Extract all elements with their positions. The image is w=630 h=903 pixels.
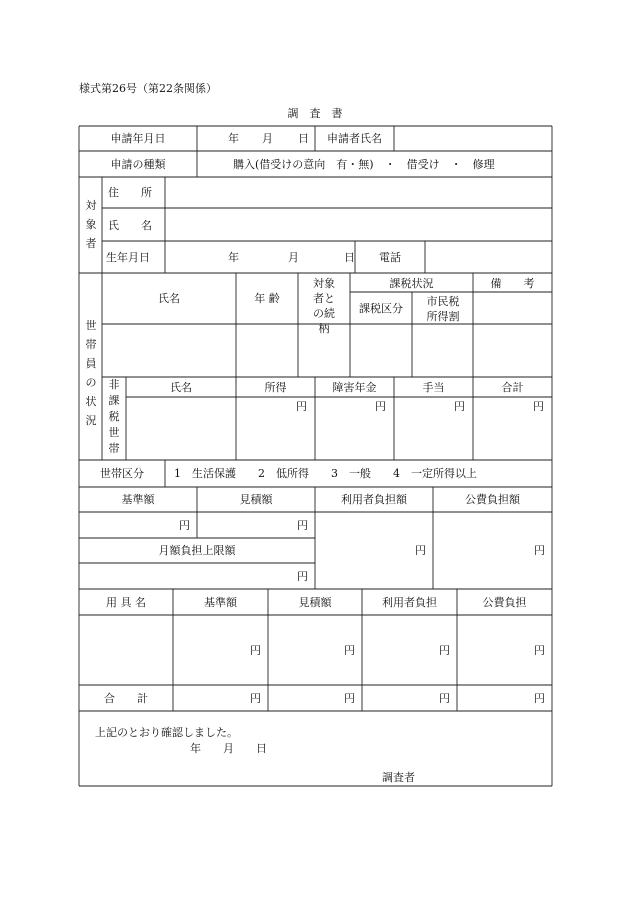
monthly-limit-label: 月額負担上限額 [158, 544, 236, 557]
equipment-total-label: 合 計 [104, 692, 148, 705]
equipment-public-burden-header: 公費負担 [482, 596, 527, 609]
equipment-base-yen: 円 [250, 644, 261, 657]
form-number: 様式第26号（第22条関係） [79, 82, 217, 95]
equipment-estimate-yen: 円 [344, 644, 355, 657]
birth-month-label: 月 [288, 251, 299, 264]
equipment-user-burden-yen: 円 [439, 644, 450, 657]
household-category-options[interactable]: 1 生活保護 2 低所得 3 一般 4 一定所得以上 [174, 467, 477, 480]
age-header: 年 齢 [254, 292, 280, 305]
monthly-limit-yen: 円 [297, 570, 308, 583]
public-burden-header: 公費負担額 [465, 493, 520, 506]
equipment-estimate-header: 見積額 [298, 596, 332, 609]
estimate-amount-yen: 円 [297, 519, 308, 532]
subject-name-label: 氏 名 [108, 219, 152, 232]
income-header: 所得 [264, 381, 287, 394]
address-label: 住 所 [108, 186, 152, 199]
confirmation-date: 年 月 日 [190, 742, 267, 755]
household-category-label: 世帯区分 [100, 467, 144, 480]
application-month-label: 月 [262, 132, 273, 145]
birth-year-label: 年 [228, 251, 239, 264]
household-side-label: 世帯員の状況 [85, 319, 97, 427]
estimate-amount-header: 見積額 [239, 493, 273, 506]
relation-header: 対象者との続柄 [313, 277, 335, 335]
subject-name-field[interactable] [168, 211, 548, 239]
income-yen: 円 [296, 400, 307, 413]
total-yen: 円 [533, 400, 544, 413]
application-type-options[interactable]: 購入(借受けの意向 有・無) ・ 借受け ・ 修理 [233, 158, 495, 171]
equipment-base-header: 基準額 [204, 596, 237, 609]
total-header: 合計 [501, 381, 524, 394]
address-field[interactable] [168, 180, 548, 206]
page-title: 調 査 書 [287, 107, 343, 120]
subject-side-label: 対象者 [85, 199, 97, 250]
total-user-burden-yen: 円 [439, 692, 450, 705]
applicant-name-label: 申請者氏名 [327, 132, 382, 145]
application-type-label: 申請の種類 [110, 158, 166, 171]
total-base-yen: 円 [250, 692, 261, 705]
tax-status-header: 課税状況 [389, 277, 434, 290]
allowance-yen: 円 [454, 400, 465, 413]
application-year-label: 年 [228, 132, 239, 145]
non-taxable-name-header: 氏名 [170, 381, 192, 394]
application-day-label: 日 [298, 132, 309, 145]
phone-field[interactable] [428, 244, 548, 270]
user-burden-header: 利用者負担額 [341, 493, 407, 506]
birth-day-label: 日 [344, 251, 355, 264]
public-burden-yen: 円 [534, 544, 545, 557]
application-date-label: 申請年月日 [110, 132, 166, 145]
investigator-label: 調査者 [382, 771, 415, 784]
equipment-name-header: 用 具 名 [106, 596, 146, 609]
confirmation-text: 上記のとおり確認しました。 [95, 726, 238, 739]
birthdate-label: 生年月日 [106, 251, 150, 264]
city-tax-header: 市民税所得割 [426, 295, 460, 323]
allowance-header: 手当 [422, 381, 445, 394]
household-name-header: 氏名 [158, 292, 180, 305]
applicant-name-field[interactable] [398, 128, 548, 148]
base-amount-header: 基準額 [121, 493, 155, 506]
equipment-user-burden-header: 利用者負担 [382, 596, 437, 609]
total-estimate-yen: 円 [344, 692, 355, 705]
pension-header: 障害年金 [332, 381, 377, 394]
base-amount-yen: 円 [179, 519, 190, 532]
total-public-burden-yen: 円 [534, 692, 545, 705]
remarks-header: 備 考 [490, 277, 535, 290]
user-burden-yen: 円 [415, 544, 426, 557]
pension-yen: 円 [375, 400, 386, 413]
phone-label: 電話 [379, 251, 401, 264]
equipment-public-burden-yen: 円 [534, 644, 545, 657]
tax-category-header: 課税区分 [359, 302, 403, 315]
non-taxable-side-label: 非課税世帯 [108, 378, 120, 455]
